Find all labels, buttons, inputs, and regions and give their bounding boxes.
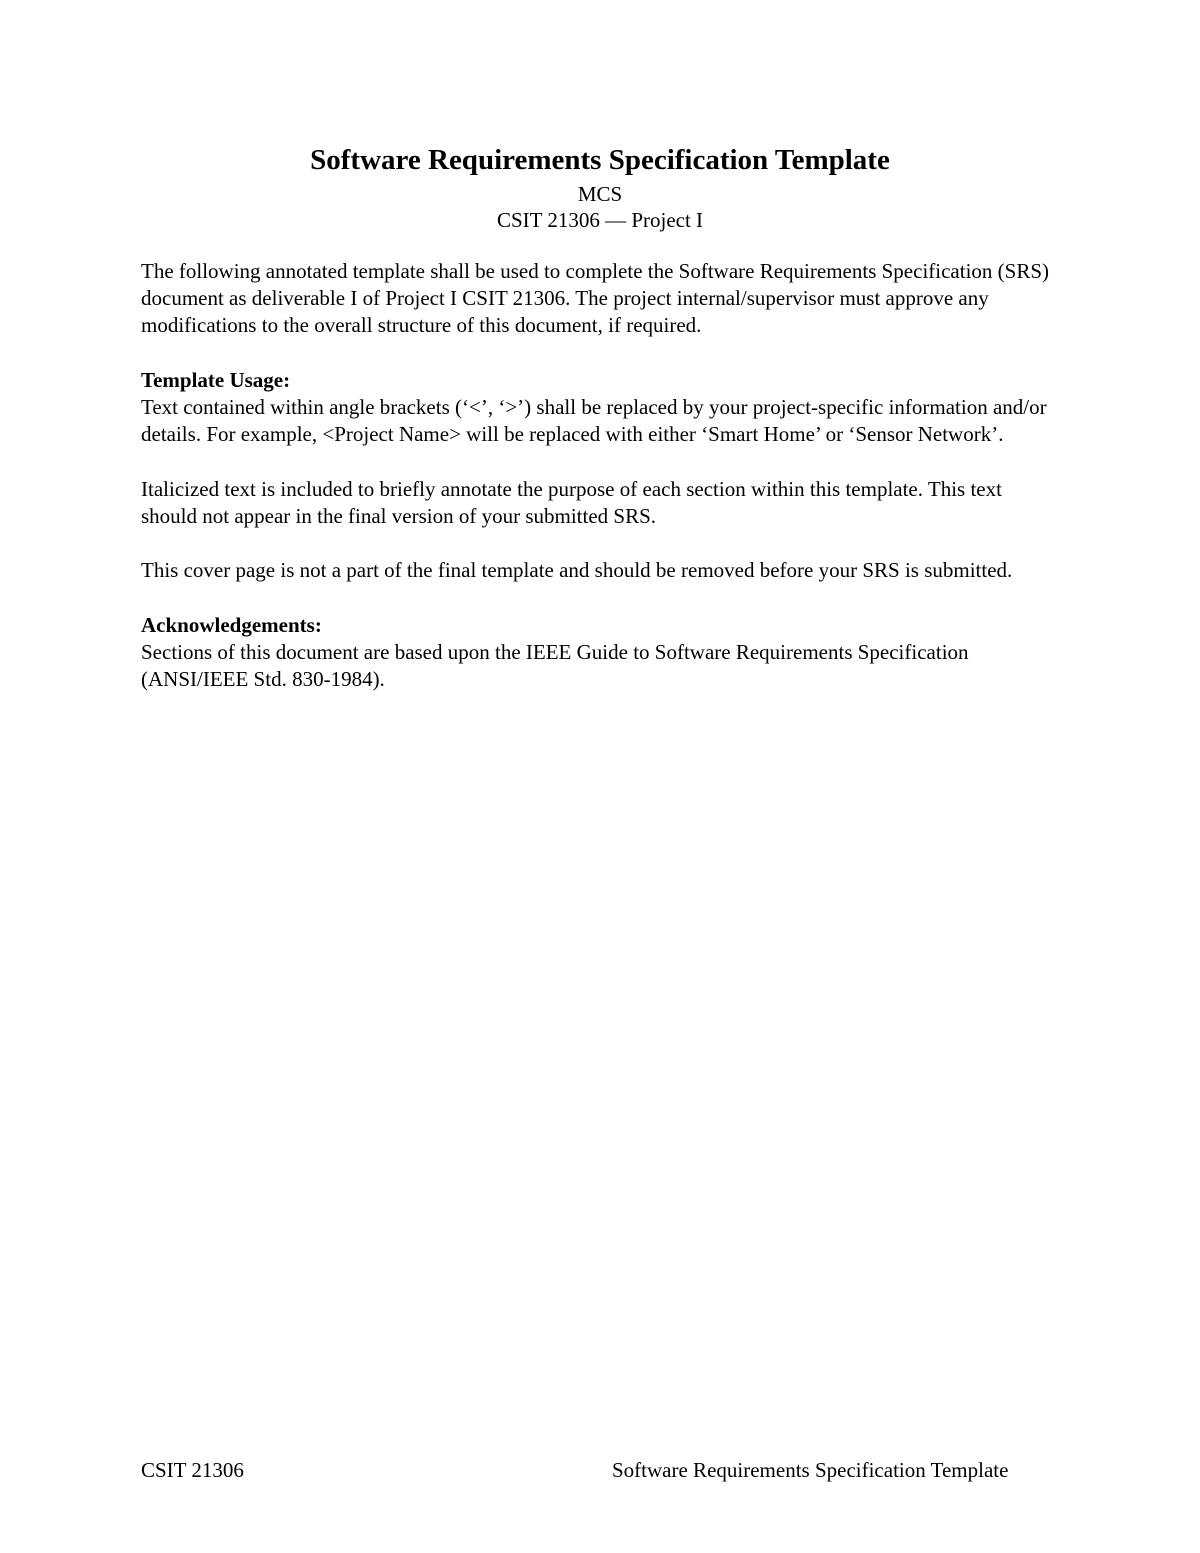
template-usage-heading: Template Usage: xyxy=(141,367,291,392)
acknowledgements-section xyxy=(141,612,1061,694)
footer-course: CSIT 21306 xyxy=(141,1458,244,1482)
template-usage-section xyxy=(141,367,1061,449)
intro-paragraph: The following annotated template shall be used to complete the Software Requirements Specification (SRS) document as deliverable I of Project I CSIT 21306. The project internal/supervisor must approve any modifications to the overall structure of this document, if required. xyxy=(141,259,1050,338)
footer-doc-title: Software Requirements Specification Template xyxy=(612,1458,1009,1482)
document-body xyxy=(141,258,1061,720)
cover-note-paragraph: This cover page is not a part of the final template and should be removed before your SRS is submitted. xyxy=(141,558,1013,583)
italic-note-paragraph: Italicized text is included to briefly annotate the purpose of each section within this template. This text should not appear in the final version of your submitted SRS. xyxy=(141,476,1002,528)
acknowledgements-heading: Acknowledgements: xyxy=(141,612,322,637)
document-title: Software Requirements Specification Template xyxy=(310,144,890,176)
subtitle-course: CSIT 21306 — Project I xyxy=(496,208,704,232)
subtitle-org: MCS xyxy=(577,182,623,206)
acknowledgements-text: Sections of this document are based upon the IEEE Guide to Software Requirements Specification (ANSI/IEEE Std. 830-1984). xyxy=(141,639,969,691)
template-usage-text: Text contained within angle brackets (‘<’, ‘>’) shall be replaced by your project-specific information and/or details. For example, <Project Name> will be replaced with either ‘Smart Home’ or ‘Sensor Network’. xyxy=(141,395,1047,447)
